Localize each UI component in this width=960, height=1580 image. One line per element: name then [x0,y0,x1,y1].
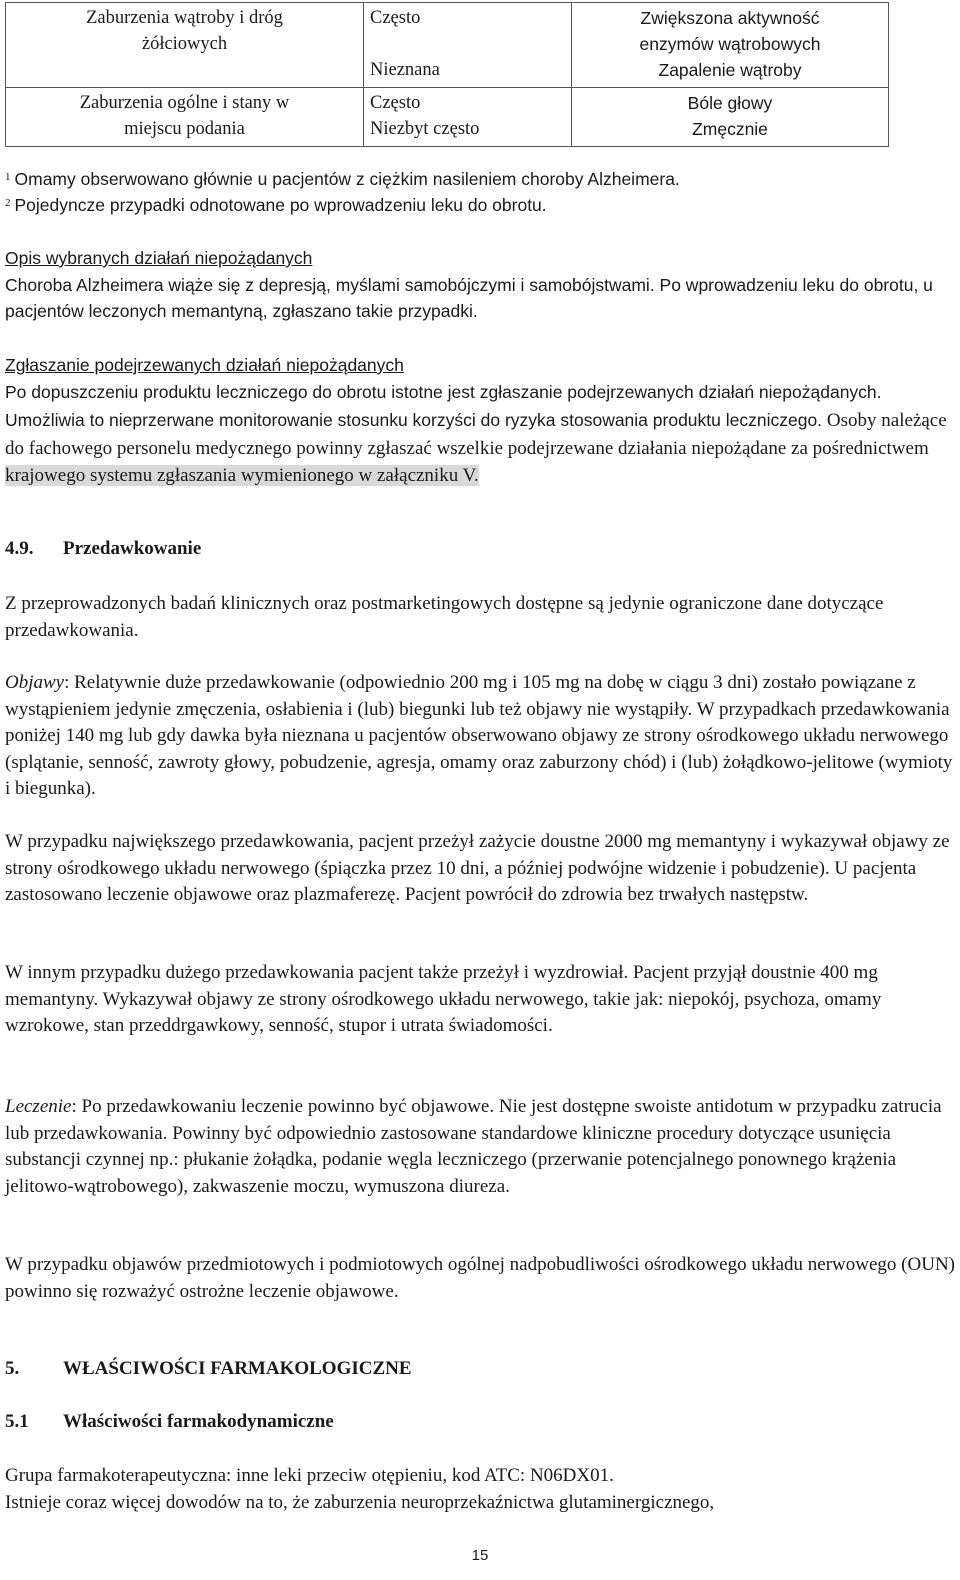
footnote [5,166,955,192]
cell-line: Zmęcznie [692,119,768,139]
label-leczenie: Leczenie [5,1096,72,1117]
label-objawy: Objawy [5,672,65,693]
cell-line [370,31,565,57]
cell-line: Niezbyt często [370,119,480,139]
section-title: WŁAŚCIWOŚCI FARMAKOLOGICZNE [63,1358,412,1379]
cell-line: enzymów wątrobowych [639,34,821,54]
section-subheading: Opis wybranych działań niepożądanych [5,248,313,268]
paragraph-text: Osoby należące do fachowego personelu medycznego powinny zgłaszać wszelkie podejrzewane działania niepożądane za pośrednictwem [5,410,947,459]
footnotes [5,166,955,218]
paragraph-text: : Relatywnie duże przedawkowanie (odpowiednio 200 mg i 105 mg na dobę w ciągu 3 dni) zostało powiązane z wystąpieniem jedynie zmęczenia, osłabienia i (lub) biegunki lub też objawy nie wystąpiły. W przypadkach przedawkowania poniżej 140 mg lub gdy dawka była nieznana u pacjentów obserwowano objawy ze strony ośrodkowego układu nerwowego (splątanie, senność, zawroty głowy, pobudzenie, agresja, omamy oraz zaburzony chód) i (lub) żołądkowo-jelitowe (wymioty i biegunka). [5,672,953,799]
frequency-cell [364,3,572,88]
section-heading-4-9 [5,538,955,560]
organ-class-cell [6,88,364,147]
cell-line: Często [370,8,421,28]
section-subheading: Zgłaszanie podejrzewanych działań niepożądanych [5,355,404,375]
footnote-marker: 1 [5,171,11,183]
reaction-cell [572,88,889,147]
paragraph [5,670,955,803]
page-number: 15 [471,1547,489,1564]
cell-line: miejscu podania [124,119,245,139]
cell-line: Zapalenie wątroby [658,60,802,80]
section-number: 5.1 [5,1411,29,1432]
paragraph-text: Po dopuszczeniu produktu leczniczego do obrotu istotne jest zgłaszanie podejrzewanych działań niepożądanych. Umożliwia to nieprzerwane monitorowanie stosunku korzyści do ryzyka stosowania produktu leczniczego. [5,381,882,430]
cell-line: Często [370,93,421,113]
paragraph: W przypadku największego przedawkowania, pacjent przeżył zażycie doustne 2000 mg memantyny i wykazywał objawy ze strony ośrodkowego układu nerwowego (śpiączka przez 10 dni, a później podwójne widzenie i pobudzenie). U pacjenta zastosowano leczenie objawowe oraz plazmaferezę. Pacjent powrócił do zdrowia bez trwałych następstw. [5,831,950,905]
section-heading-5 [5,1358,955,1380]
cell-line: Nieznana [370,60,440,80]
cell-line: żółciowych [141,34,228,54]
selected-adverse-reactions [5,245,955,325]
paragraph-line: Istnieje coraz więcej dowodów na to, że zaburzenia neuroprzekaźnictwa glutaminergicznego, [5,1491,715,1513]
table-row [6,3,889,88]
section-number: 5. [5,1358,20,1379]
paragraph: Z przeprowadzonych badań klinicznych oraz postmarketingowych dostępne są jedynie ograniczone dane dotyczące przedawkowania. [5,593,884,641]
highlighted-reference: krajowego systemu zgłaszania wymienionego w załączniku V. [5,465,479,486]
cell-line: Bóle głowy [687,93,773,113]
reaction-cell [572,3,889,88]
paragraph [5,1463,955,1516]
footnote-marker: 2 [5,197,11,209]
paragraph [5,379,955,491]
paragraph [5,1094,955,1200]
footnote [5,192,955,218]
paragraph-text: : Po przedawkowaniu leczenie powinno być objawowe. Nie jest dostępne swoiste antidotum w przypadku zatrucia lub przedawkowania. Powinny być odpowiednio zastosowane standardowe kliniczne procedury dotyczące usunięcia substancji czynnej np.: płukanie żołądka, podanie węgla leczniczego (przerwanie potencjalnego ponownego krążenia jelitowo-wątrobowego), zakwaszenie moczu, wymuszona diureza. [5,1096,942,1197]
cell-line: Zaburzenia wątroby i dróg [86,8,283,28]
paragraph: Choroba Alzheimera wiąże się z depresją, myślami samobójczymi i samobójstwami. Po wprowadzeniu leku do obrotu, u pacjentów leczonych memantyną, zgłaszano takie przypadki. [5,274,933,321]
organ-class-cell [6,3,364,88]
section-number: 4.9. [5,538,34,559]
paragraph: W innym przypadku dużego przedawkowania pacjent także przeżył i wyzdrowiał. Pacjent przyjął doustnie 400 mg memantyny. Wykazywał objawy ze strony ośrodkowego układu nerwowego, takie jak: niepokój, psychoza, omamy wzrokowe, stan przeddrgawkowy, senność, stupor i utrata świadomości. [5,962,882,1036]
footnote-text: Pojedyncze przypadki odnotowane po wprowadzeniu leku do obrotu. [14,195,547,215]
section-heading-5-1 [5,1411,955,1433]
paragraph: W przypadku objawów przedmiotowych i podmiotowych ogólnej nadpobudliwości ośrodkowego układu nerwowego (OUN) powinno się rozważyć ostrożne leczenie objawowe. [5,1254,955,1302]
footnote-text: Omamy obserwowano głównie u pacjentów z ciężkim nasileniem choroby Alzheimera. [14,169,680,189]
table-row [6,88,889,147]
section-title: Właściwości farmakodynamiczne [63,1411,334,1432]
cell-line: Zwiększona aktywność [640,8,820,28]
frequency-cell [364,88,572,147]
paragraph-line: Grupa farmakoterapeutyczna: inne leki przeciw otępieniu, kod ATC: N06DX01. [5,1465,614,1486]
reporting-section [5,352,955,491]
section-title: Przedawkowanie [63,538,202,559]
cell-line: Zaburzenia ogólne i stany w [79,93,290,113]
adverse-reactions-table [5,2,889,147]
